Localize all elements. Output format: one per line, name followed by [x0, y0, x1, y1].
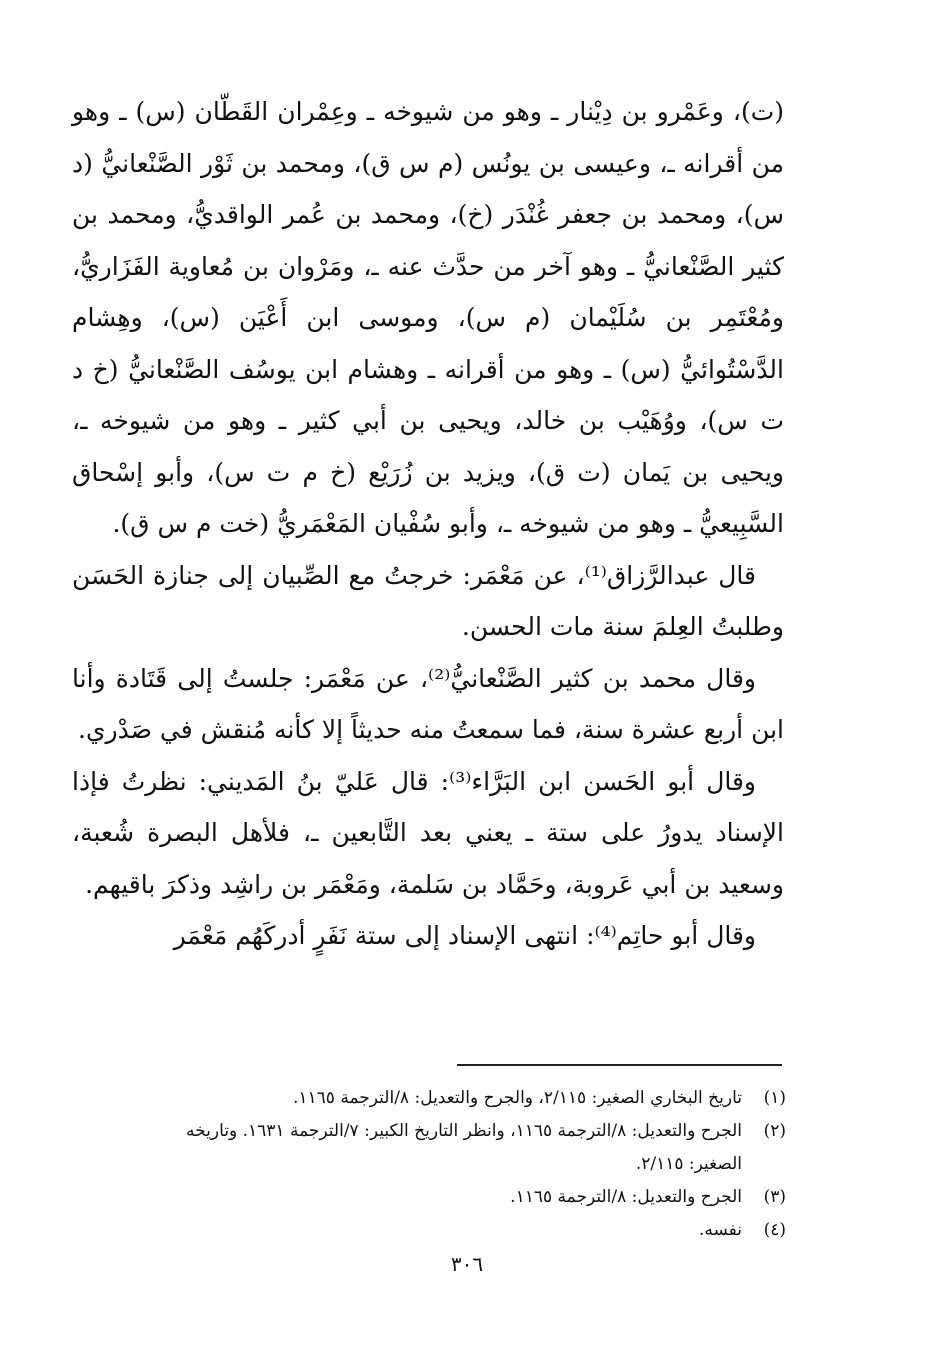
paragraph-narrators: (ت)، وعَمْرو بن دِيْنار ـ وهو من شيوخه ـ وعِمْران القَطّان (س) ـ وهو من أقرانه ـ، وعيسى بن يونُس (م س ق)، ومحمد بن ثَوْر الصَّنْعانيُّ (د س)، ومحمد بن جعفر غُنْدَر (خ)، ومحمد بن عُمر الواقديُّ، ومحمد بن كثير الصَّنْعانيُّ ـ وهو آخر من حدَّث عنه ـ، ومَرْوان بن مُعاوية الفَزَاريُّ، ومُعْتَمِر بن سُلَيْمان (م س)، وموسى ابن أَعْيَن (س)، وهِشام الدَّسْتُوائيُّ (س) ـ وهو من أقرانه ـ وهشام ابن يوسُف الصَّنْعانيُّ (خ د ت س)، ووُهَيْب بن خالد، ويحيى بن أبي كثير ـ وهو من شيوخه ـ، ويحيى بن يَمان (ت ق)، ويزيد بن زُرَيْع (خ م ت س)، وأبو إسْحاق السَّبِيعيُّ ـ وهو من شيوخه ـ، وأبو سُفْيان المَعْمَريُّ (خت م س ق).: [72, 97, 784, 538]
footnote-text: نفسه.: [698, 1220, 742, 1240]
footnote-text: الجرح والتعديل: ٨/الترجمة ١١٦٥.: [510, 1187, 742, 1207]
footnote-divider: [457, 1064, 782, 1066]
paragraph-muhammad-ibn-kathir: وقال محمد بن كثير الصَّنْعانيُّ⁽²⁾، عن مَعْمَر: جلستُ إلى قَتَادة وأنا ابن أربع عشرة سنة، فما سمعتُ منه حديثاً إلا كأنه مُنقش في صَدْري.: [72, 663, 784, 744]
footnote-number: (٢): [763, 1121, 786, 1141]
paragraph-abdulrazzaq: قال عبدالرَّزاق⁽¹⁾، عن مَعْمَر: خرجتُ مع الصِّبيان إلى جنازة الحَسَن وطلبتُ العِلمَ سنة مات الحسن.: [72, 560, 784, 641]
footnote-3: [146, 1181, 786, 1214]
footnote-text: تاريخ البخاري الصغير: ٢/١١٥، والجرح والتعديل: ٨/الترجمة ١١٦٥.: [292, 1088, 742, 1108]
footnote-2: [146, 1115, 786, 1181]
footnote-number: (٤): [763, 1220, 786, 1240]
footnote-1: [146, 1082, 786, 1115]
paragraph-abu-al-hasan: وقال أبو الحَسن ابن البَرَّاء⁽³⁾: قال عَليّ بنُ المَديني: نظرتُ فإذا الإسناد يدورُ على ستة ـ يعني بعد التَّابعين ـ، فلأهل البصرة شُعبة، وسعيد بن أبي عَروبة، وحَمَّاد بن سَلمة، ومَعْمَر بن راشِد وذكرَ باقيهم.: [72, 766, 784, 899]
footnote-number: (١): [763, 1088, 786, 1108]
page-number: ٣٠٦: [450, 1252, 484, 1276]
footnote-number: (٣): [763, 1187, 786, 1207]
footnote-text: الجرح والتعديل: ٨/الترجمة ١١٦٥، وانظر التاريخ الكبير: ٧/الترجمة ١٦٣١. وتاريخه الصغير: ٢/١١٥.: [186, 1121, 742, 1174]
paragraph-abu-hatim: وقال أبو حاتِم⁽⁴⁾: انتهى الإسناد إلى ستة نَفَرٍ أدركَهُم مَعْمَر: [173, 921, 756, 950]
footnotes: [146, 1082, 786, 1247]
footnote-4: [146, 1214, 786, 1247]
main-text: [72, 86, 784, 962]
